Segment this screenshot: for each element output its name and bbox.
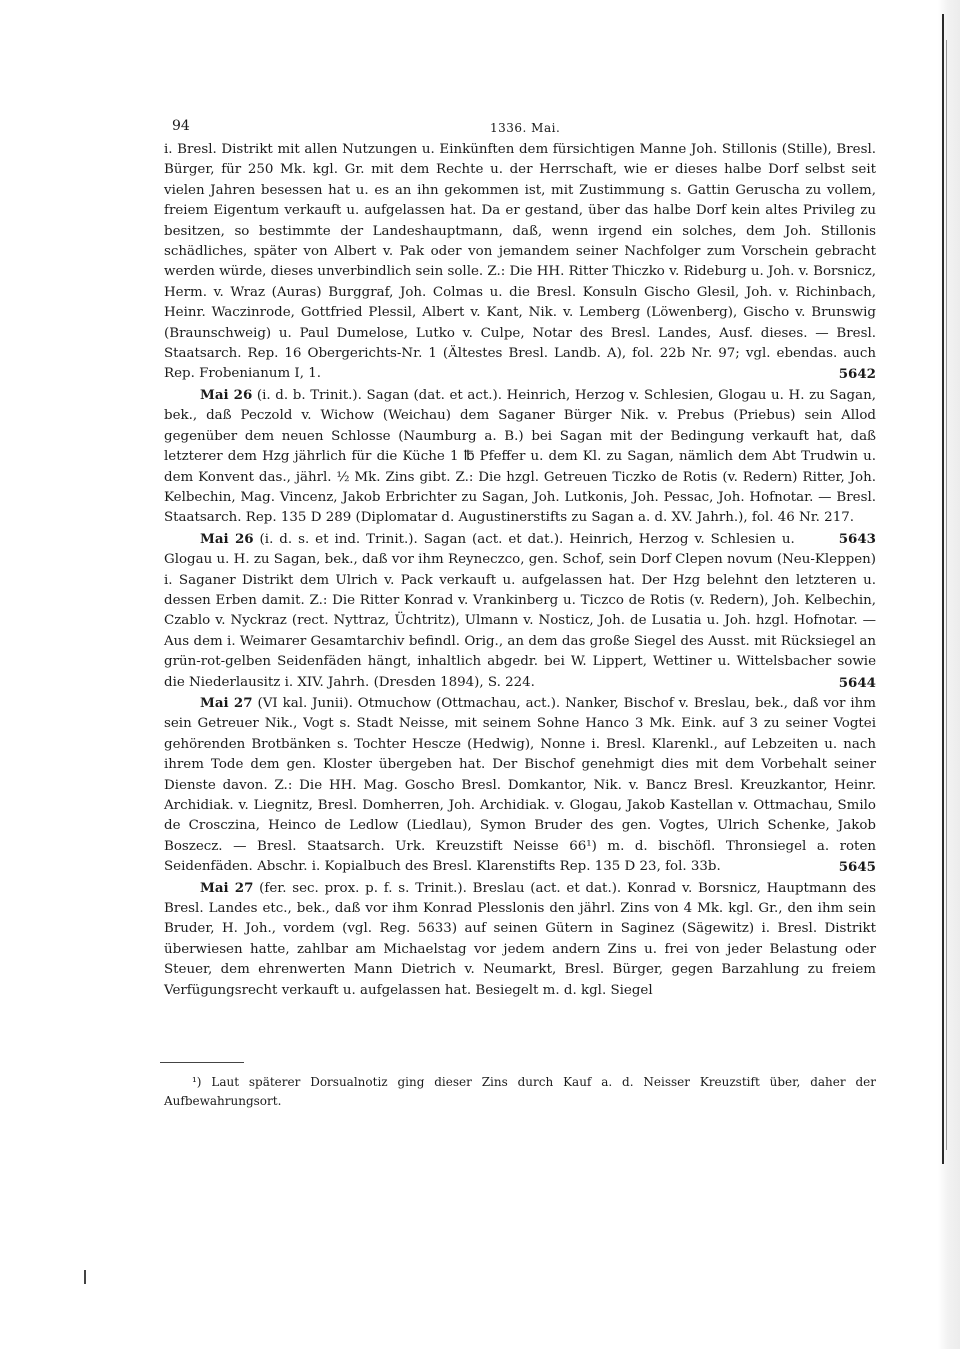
entry-text: (VI kal. Junii). Otmuchow (Ottmachau, act.). Nanker, Bischof v. Breslau, bek., daß vor ihm sein Getreuer Nik., Vogt s. Stadt Neisse, mit seinem Sohne Hanco 3 Mk. Eink. auf 3 zu seiner Vogtei gehörenden Brotbänken s. Tochter Hescze (Hedwig), Nonne i. Bresl. Klarenkl., auf Lebzeiten u. nach ihrem Tode dem gen. Kloster übergeben hat. Der Bischof genehmigt dies mit dem Vorbehalt seiner Dienste davon. Z.: Die HH. Mag. Goscho Bresl. Domkantor, Nik. v. Bancz Bresl. Kreuzkantor, Heinr. Archidiak. v. Liegnitz, Bresl. Domherren, Joh. Archidiak. v. Glogau, Jakob Kastellan v. Ottmachau, Smilo de Crosczina, Heinco de Ledlow (Liedlau), Symon Bruder des gen. Vogtes, Ulrich Schenke, Jakob Boszecz. — Bresl. Staatsarch. Urk. Kreuzstift Neisse 66¹) m. d. bischöfl. Thronsiegel a. roten Seidenfäden. Abschr. i. Kopialbuch des Bresl. Klarenstifts Rep. 135 D 23, fol. 33b. [164, 695, 876, 875]
entry-text: (i. d. b. Trinit.). Sagan (dat. et act.). Heinrich, Herzog v. Schlesien, Glogau u. H. zu Sagan, bek., daß Peczold v. Wichow (Weichau) dem Saganer Bürger Nik. v. Prebus (Priebus) sein Allod gegenüber dem neuen Schlosse (Naumburg a. B.) bei Sagan mit der Bedingung verkauft hat, daß letzterer dem Hzg jährlich für die Küche 1 ℔ Pfeffer u. dem Kl. zu Sagan, nämlich dem Abt Trudwin u. dem Konvent das., jährl. ½ Mk. Zins gibt. Z.: Die hzgl. Getreuen Ticzko de Rotis (v. Redern) Ritter, Joh. Kelbechin, Mag. Vincenz, Jakob Erbrichter zu Sagan, Joh. Lutkonis, Joh. Pessac, Joh. Hofnotar. — Bresl. Staatsarch. Rep. 135 D 289 (Diplomatar d. Augustinerstifts zu Sagan a. d. XV. Jahrh.), fol. 46 Nr. 217. [164, 387, 876, 526]
running-head: 1336. Mai. [490, 121, 561, 135]
regest-number: 5643 [838, 530, 876, 547]
scan-border-line [942, 14, 944, 1164]
footnote: ¹) Laut späterer Dorsualnotiz ging dieser Zins durch Kauf a. d. Neisser Kreuzstift über, daher der Aufbewahrungsort. [164, 1075, 876, 1108]
regest-number: 5644 [838, 674, 876, 691]
entry [164, 878, 876, 1001]
entry [164, 385, 876, 547]
entry-date: Mai 26 [200, 386, 253, 403]
intro-text: i. Bresl. Distrikt mit allen Nutzungen u. Einkünften dem fürsichtigen Manne Joh. Stillonis (Stille), Bresl. Bürger, für 250 Mk. kgl. Gr. mit dem Rechte u. der Herrschaft, wie er dieses halbe Dorf selbst seit vielen Jahren besessen hat u. es an ihn gekommen ist, mit Zustimmung s. Gattin Geruscha zu vollem, freiem Eigentum verkauft u. aufgelassen hat. Da er gestand, über das halbe Dorf kein altes Privileg zu besitzen, so bestimmte der Landeshauptmann, daß, wenn irgend ein solches, dem Joh. Stillonis schädliches, später von Albert v. Pak oder von jemandem seiner Nachfolger zum Vorschein gebracht werden würde, dieses unverbindlich sein solle. Z.: Die HH. Ritter Thiczko v. Rideburg u. Joh. v. Borsnicz, Herm. v. Wraz (Auras) Burggraf, Joh. Colmas u. die Bresl. Konsuln Gischo Glesil, Joh. v. Richinbach, Heinr. Waczinrode, Gottfried Plessil, Albert v. Kant, Nik. v. Lemberg (Löwenberg), Gischo v. Brunswig (Braunschweig) u. Paul Dumelose, Lutko v. Culpe, Notar des Bresl. Landes, Ausf. dieses. — Bresl. Staatsarch. Rep. 16 Obergerichts-Nr. 1 (Ältestes Bresl. Landb. A), fol. 22b Nr. 97; vgl. ebendas. auch Rep. Frobenianum I, 1. [164, 142, 876, 382]
intro-paragraph [164, 140, 876, 385]
scan-mark [84, 1270, 86, 1284]
main-text [164, 140, 876, 1001]
footnote-rule [160, 1062, 244, 1063]
entry [164, 529, 876, 693]
regest-number: 5642 [838, 366, 876, 383]
page-number: 94 [172, 118, 190, 134]
entry-date: Mai 27 [200, 879, 254, 896]
scan-border-line-inner [946, 40, 947, 1150]
entry-date: Mai 27 [200, 694, 253, 711]
entry-text: (fer. sec. prox. p. f. s. Trinit.). Breslau (act. et dat.). Konrad v. Borsnicz, Hauptmann des Bresl. Landes etc., bek., daß vor ihm Konrad Plesslonis den jährl. Zins von 4 Mk. kgl. Gr., den ihm sein Bruder, H. Joh., vordem (vgl. Reg. 5633) auf seinen Gütern in Saginez (Sägewitz) i. Bresl. Distrikt überwiesen hatte, zahlbar am Michaelstag vor jedem andern Zins u. frei von jeder Belastung oder Steuer, dem ehrenwerten Mann Dietrich v. Neumarkt, Bresl. Bürger, gegen Barzahlung zu freiem Verfügungsrecht verkauft u. aufgelassen hat. Besiegelt m. d. kgl. Siegel [164, 880, 876, 998]
entry-text: (i. d. s. et ind. Trinit.). Sagan (act. et dat.). Heinrich, Herzog v. Schlesien u. Glogau u. H. zu Sagan, bek., daß vor ihm Reyneczco, gen. Schof, sein Dorf Clepen novum (Neu-Kleppen) i. Saganer Distrikt dem Ulrich v. Pack verkauft u. aufgelassen hat. Der Hzg belehnt den letzteren u. dessen Erben damit. Z.: Die Ritter Konrad v. Vrankinberg u. Ticzco de Rotis (v. Redern), Joh. Kelbechin, Czablo v. Nyckraz (rect. Nyttraz, Üchtritz), Ulmann v. Nosticz, Joh. de Lusatia u. Joh. hzgl. Hofnotar. — Aus dem i. Weimarer Gesamtarchiv befindl. Orig., an dem das große Siegel des Ausst. mit Rücksiegel an grün-rot-gelben Seidenfäden hängt, inhaltlich abgedr. bei W. Lippert, Wettiner u. Wittelsbacher sowie die Niederlausitz i. XIV. Jahrh. (Dresden 1894), S. 224. [164, 531, 876, 690]
regest-number: 5645 [838, 859, 876, 876]
entry [164, 693, 876, 878]
entry-date: Mai 26 [200, 530, 254, 547]
